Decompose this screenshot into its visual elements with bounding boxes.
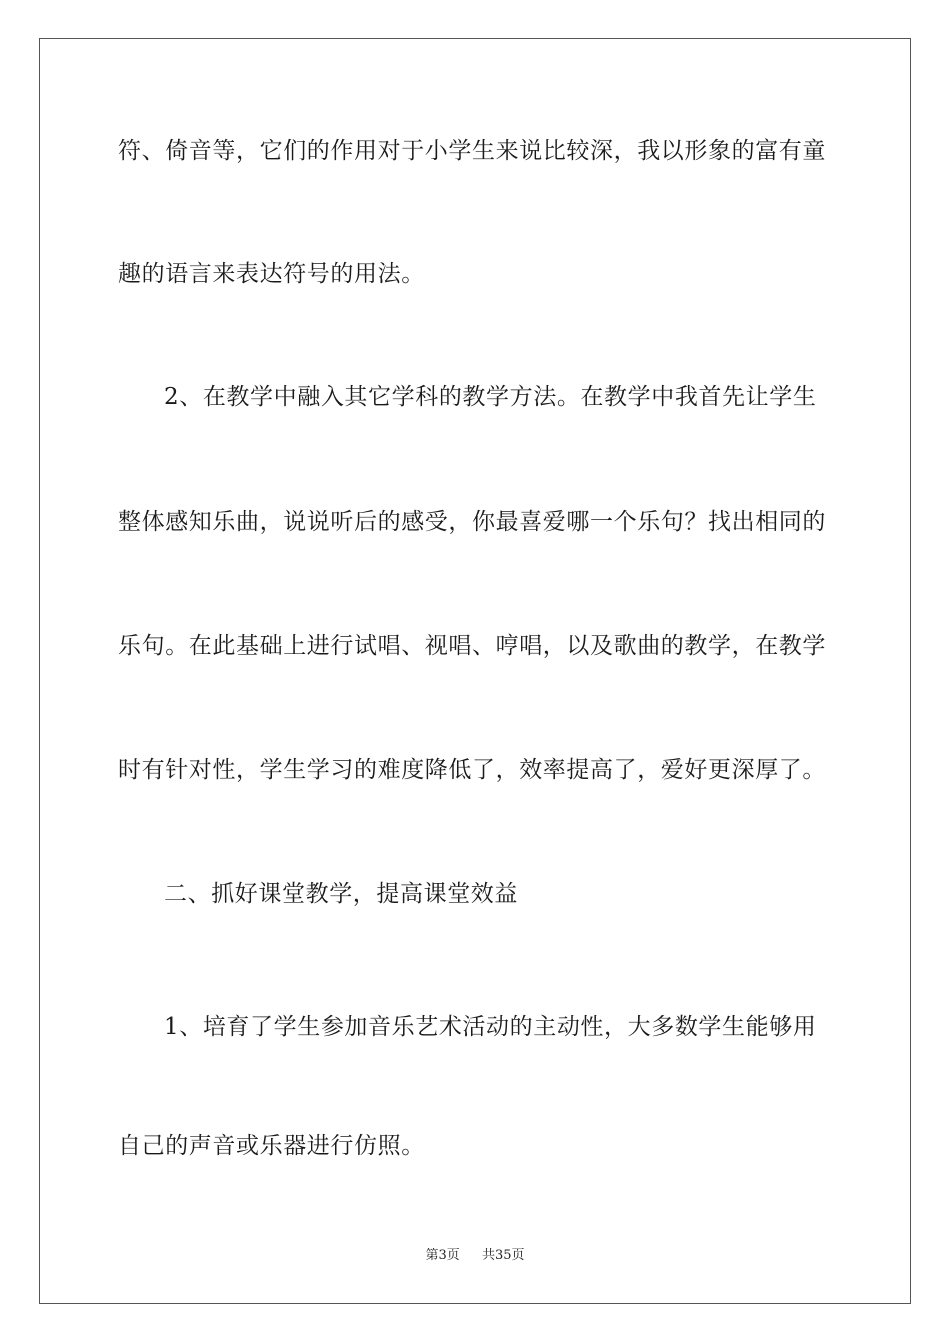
body-text-line: 1、培育了学生参加音乐艺术活动的主动性，大多数学生能够用 — [164, 1014, 817, 1040]
body-text-line: 整体感知乐曲，说说听后的感受，你最喜爱哪一个乐句？找出相同的 — [118, 509, 826, 535]
body-text-line: 趣的语言来表达符号的用法。 — [118, 261, 425, 287]
page-total: 共35页 — [482, 1248, 525, 1263]
body-text-line: 时有针对性，学生学习的难度降低了，效率提高了，爱好更深厚了。 — [118, 757, 826, 783]
page-border — [39, 38, 911, 1304]
body-text-line: 2、在教学中融入其它学科的教学方法。在教学中我首先让学生 — [164, 384, 817, 410]
body-text-line: 乐句。在此基础上进行试唱、视唱、哼唱，以及歌曲的教学，在教学 — [118, 633, 826, 659]
section-heading: 二、抓好课堂教学，提高课堂效益 — [164, 881, 518, 907]
page-number: 第3页 — [425, 1248, 460, 1263]
body-text-line: 自己的声音或乐器进行仿照。 — [118, 1133, 425, 1159]
page-footer — [0, 1247, 950, 1265]
body-text-line: 符、倚音等，它们的作用对于小学生来说比较深，我以形象的富有童 — [118, 138, 826, 164]
